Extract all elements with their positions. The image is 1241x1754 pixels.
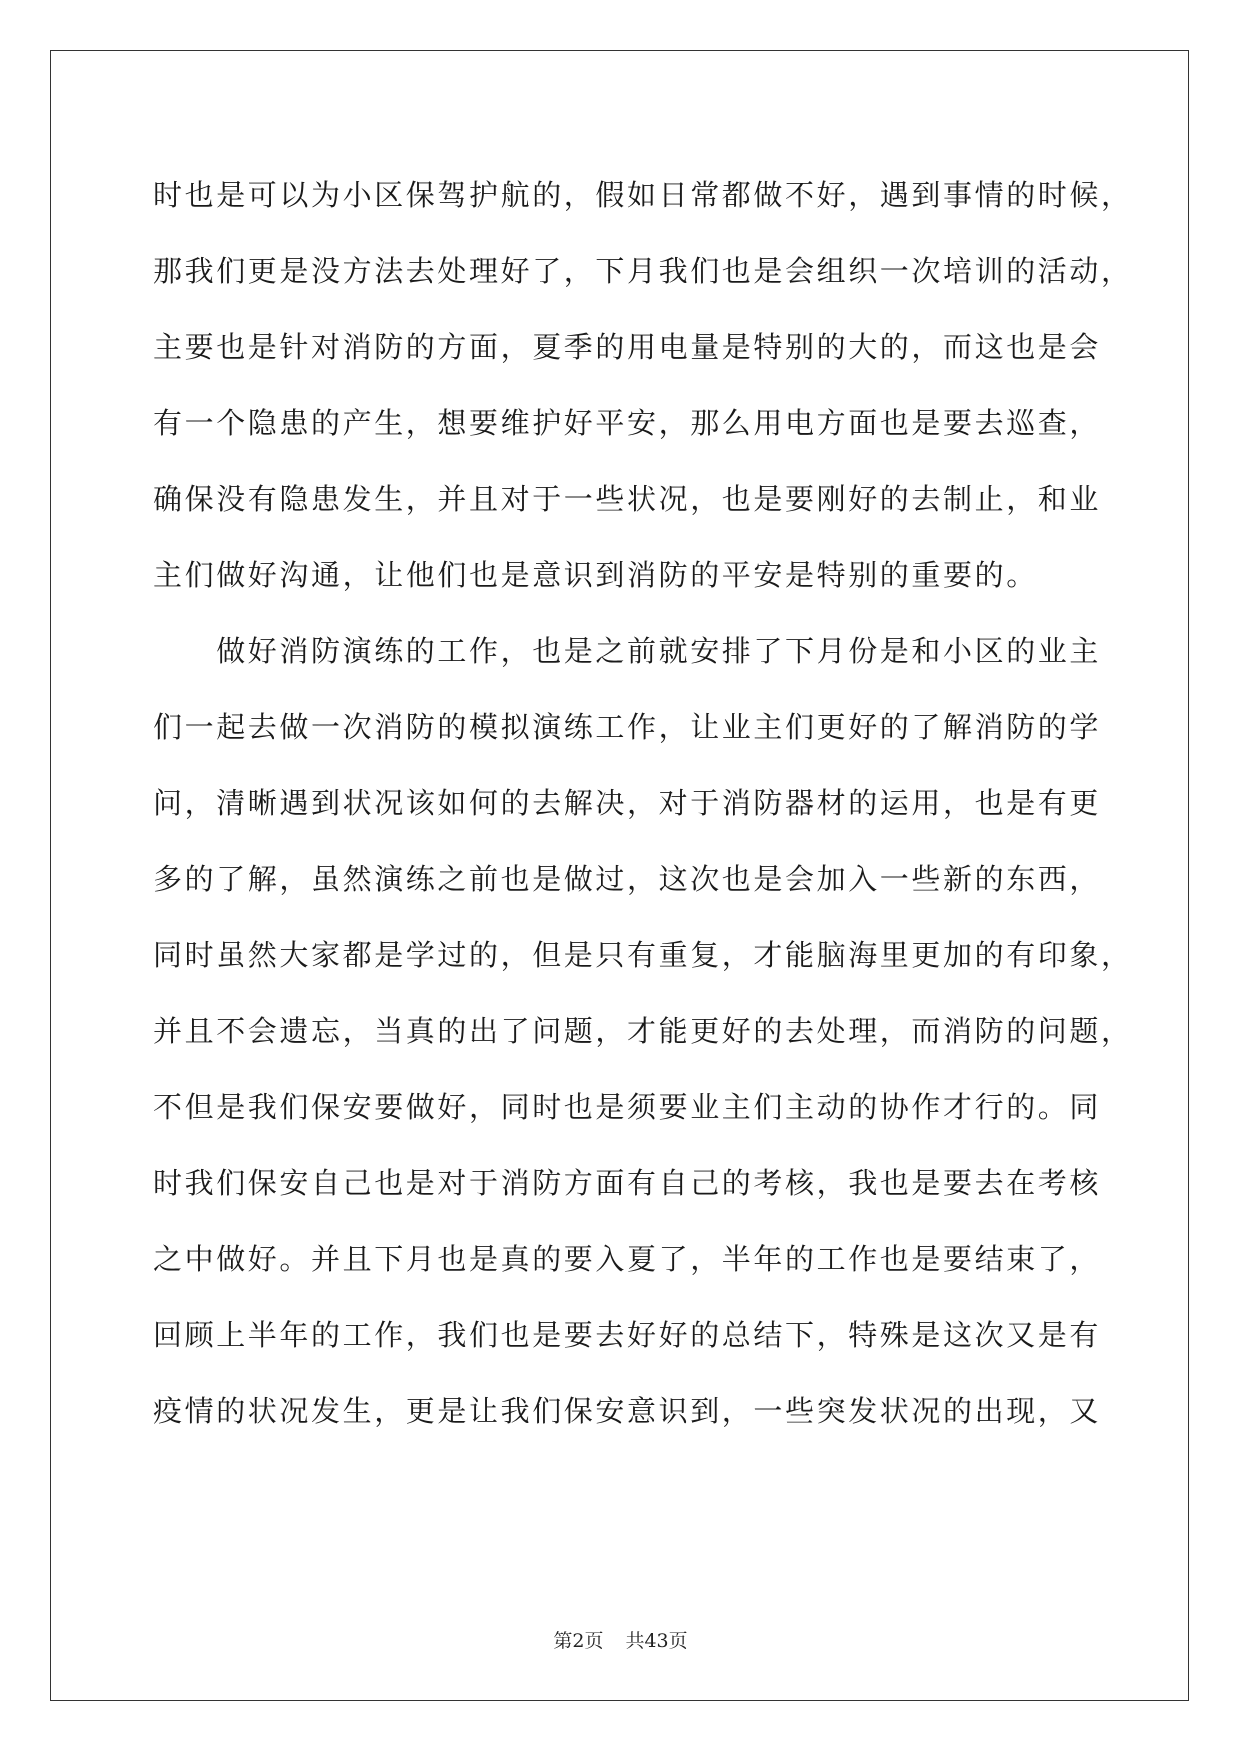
page-footer (0, 1629, 1241, 1653)
text-line: 主们做好沟通，让他们也是意识到消防的平安是特别的重要的。 (153, 558, 1038, 592)
text-line: 疫情的状况发生，更是让我们保安意识到，一些突发状况的出现，又 (153, 1394, 1102, 1428)
text-line: 不但是我们保安要做好，同时也是须要业主们主动的协作才行的。同 (153, 1090, 1102, 1124)
text-line: 时我们保安自己也是对于消防方面有自己的考核，我也是要去在考核 (153, 1166, 1102, 1200)
text-line: 问，清晰遇到状况该如何的去解决，对于消防器材的运用，也是有更 (153, 786, 1102, 820)
text-line: 并且不会遗忘，当真的出了问题，才能更好的去处理，而消防的问题， (153, 1014, 1133, 1048)
paragraph-start-line: 做好消防演练的工作，也是之前就安排了下月份是和小区的业主 (153, 634, 1102, 668)
text-line: 那我们更是没方法去处理好了，下月我们也是会组织一次培训的活动， (153, 254, 1133, 288)
text-line: 主要也是针对消防的方面，夏季的用电量是特别的大的，而这也是会 (153, 330, 1102, 364)
text-line: 有一个隐患的产生，想要维护好平安，那么用电方面也是要去巡查， (153, 406, 1102, 440)
text-line: 之中做好。并且下月也是真的要入夏了，半年的工作也是要结束了， (153, 1242, 1102, 1276)
text-line: 多的了解，虽然演练之前也是做过，这次也是会加入一些新的东西， (153, 862, 1102, 896)
text-line: 回顾上半年的工作，我们也是要去好好的总结下，特殊是这次又是有 (153, 1318, 1102, 1352)
text-line: 确保没有隐患发生，并且对于一些状况，也是要刚好的去制止，和业 (153, 482, 1102, 516)
text-line: 时也是可以为小区保驾护航的，假如日常都做不好，遇到事情的时候， (153, 178, 1133, 212)
page-number: 第2页 (553, 1630, 604, 1652)
total-pages: 共43页 (625, 1630, 688, 1652)
text-line: 同时虽然大家都是学过的，但是只有重复，才能脑海里更加的有印象， (153, 938, 1133, 972)
text-line: 们一起去做一次消防的模拟演练工作，让业主们更好的了解消防的学 (153, 710, 1102, 744)
